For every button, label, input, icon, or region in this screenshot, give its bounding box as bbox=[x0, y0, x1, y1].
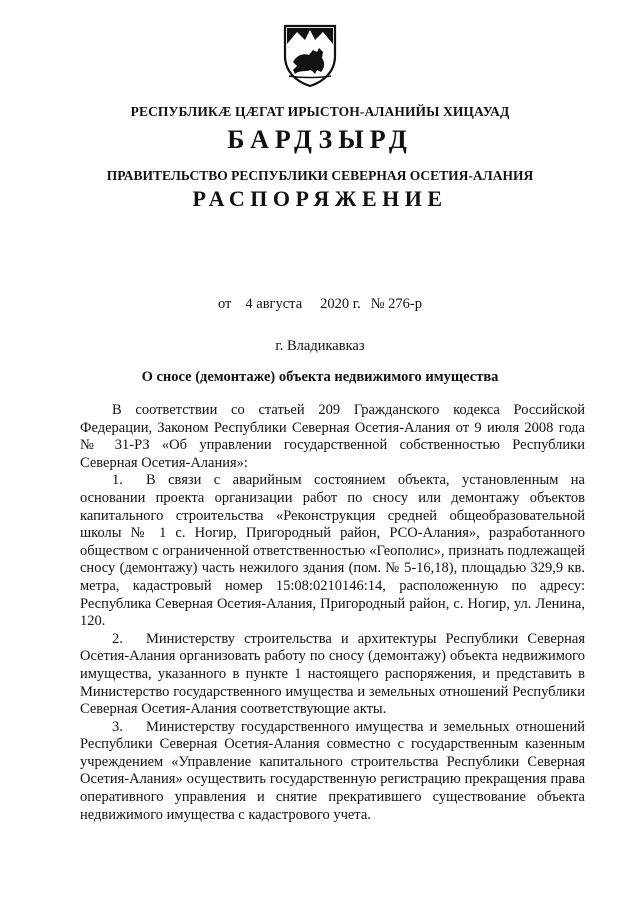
preamble-paragraph: В соответствии со статьей 209 Гражданского кодекса Российской Федерации, Законом Республики Северная Осетия-Алания от 9 июля 2008 года № 31-РЗ «Об управлении государственной собственностью Республики Северная Осетия-Алания»: bbox=[80, 402, 585, 471]
list-item-text: Министерству государственного имущества и земельных отношений Республики Северная Осетия-Алания совместно с государственным казенным учреждением «Управление капитального строительства Республики Северная Осетия-Алания» осуществить государственную регистрацию прекращения права оперативного управления и снятие прекратившего существование объекта недвижимого имущества с кадастрового учета. bbox=[80, 718, 585, 823]
ossetian-government-name: РЕСПУБЛИКÆ ЦÆГАТ ИРЫСТОН-АЛАНИЙЫ ХИЦАУАД bbox=[130, 104, 510, 119]
document-dateline bbox=[0, 296, 640, 313]
dateline-prefix: от bbox=[217, 296, 232, 312]
dateline-date: 4 августа bbox=[245, 296, 303, 312]
document-body bbox=[80, 402, 585, 824]
document-city: г. Владикавказ bbox=[275, 338, 365, 354]
list-item-number: 3. bbox=[112, 718, 123, 735]
document-subject: О сносе (демонтаже) объекта недвижимого имущества bbox=[141, 369, 499, 385]
list-item bbox=[80, 472, 585, 630]
dateline-year: 2020 г. bbox=[320, 296, 361, 312]
list-item bbox=[80, 631, 585, 719]
russian-government-name: ПРАВИТЕЛЬСТВО РЕСПУБЛИКИ СЕВЕРНАЯ ОСЕТИЯ-АЛАНИЯ bbox=[106, 168, 534, 183]
list-item-number: 1. bbox=[112, 472, 123, 489]
list-item-text: Министерству строительства и архитектуры Республики Северная Осетия-Алания организовать работу по сносу (демонтажу) объекта недвижимого имущества, указанного в пункте 1 настоящего распоряжения, и представить в Министерство государственного имущества и земельных отношений Республики Северная Осетия-Алания соответствующие акты. bbox=[80, 630, 585, 718]
ossetian-document-title: БАРДЗЫРД bbox=[227, 125, 413, 154]
coat-of-arms-icon bbox=[279, 22, 341, 88]
dateline-number: № 276-р bbox=[370, 296, 422, 312]
list-item-number: 2. bbox=[112, 630, 123, 647]
list-item bbox=[80, 719, 585, 825]
russian-document-title: РАСПОРЯЖЕНИЕ bbox=[192, 186, 448, 211]
list-item-text: В связи с аварийным состоянием объекта, установленным на основании проекта организации работ по сносу или демонтажу объектов капитального строительства «Реконструкция средней общеобразовательной школы № 1 с. Ногир, Пригородный район, РСО-Алания», разработанного обществом с ограниченной ответственностью «Геополис», признать подлежащей сносу (демонтажу) часть нежилого здания (пом. № 5-16,18), площадью 329,9 кв. метра, кадастровый номер 15:08:0210146:14, расположенную по адресу: Республика Северная Осетия-Алания, Пригородный район, с. Ногир, ул. Ленина, 120. bbox=[80, 472, 585, 630]
